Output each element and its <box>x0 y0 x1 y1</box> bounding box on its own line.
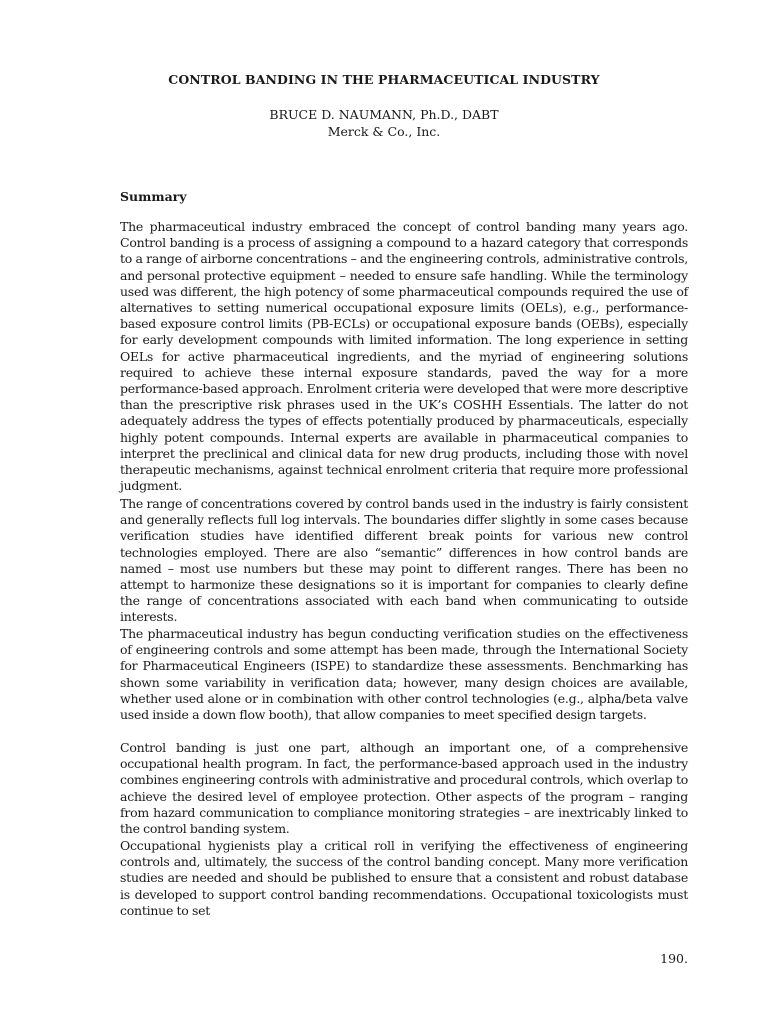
author-name: BRUCE D. NAUMANN, Ph.D., DABT <box>269 107 499 122</box>
author-affiliation: Merck & Co., Inc. <box>327 124 441 139</box>
paragraph: Occupational hygienists play a critical roll in verifying the effectiveness of engineering controls and, ultimately, the success of the control banding concept. Many more verification studies are needed and should be published to ensure that a consistent and robust database is developed to support control banding recommendations. Occupational toxicologists must continue to set <box>120 838 688 918</box>
paragraph: The pharmaceutical industry has begun conducting verification studies on the effectiveness of engineering controls and some attempt has been made, through the International Society for Pharmaceutical Engineers (ISPE) to standardize these assessments. Benchmarking has shown some variability in verification data; however, many design choices are available, whether used alone or in combination with other control technologies (e.g., alpha/beta valve used inside a down flow booth), that allow companies to meet specified design targets. <box>120 626 688 723</box>
page-number: 190. <box>660 951 688 966</box>
paragraph: Control banding is just one part, although an important one, of a comprehensive occupational health program. In fact, the performance-based approach used in the industry combines engineering controls with administrative and procedural controls, which overlap to achieve the desired level of employee protection. Other aspects of the program – ranging from hazard communication to compliance monitoring strategies – are inextricably linked to the control banding system. <box>120 740 688 837</box>
paragraph: The pharmaceutical industry embraced the concept of control banding many years ago. Control banding is a process of assigning a compound to a hazard category that corresponds to a range of airborne concentrations – and the engineering controls, administrative controls, and personal protective equipment – needed to ensure safe handling. While the terminology used was different, the high potency of some pharmaceutical compounds required the use of alternatives to setting numerical occupational exposure limits (OELs), e.g., performance-based exposure control limits (PB-ECLs) or occupational exposure bands (OEBs), especially for early development compounds with limited information. The long experience in setting OELs for active pharmaceutical ingredients, and the myriad of engineering solutions required to achieve these internal exposure standards, paved the way for a more performance-based approach. Enrolment criteria were developed that were more descriptive than the prescriptive risk phrases used in the UK’s COSHH Essentials. The latter do not adequately address the types of effects potentially produced by pharmaceuticals, especially highly potent compounds. Internal experts are available in pharmaceutical companies to interpret the preclinical and clinical data for new drug products, including those with novel therapeutic mechanisms, against technical enrolment criteria that require more professional judgment. <box>120 219 688 494</box>
paragraph: The range of concentrations covered by control bands used in the industry is fairly consistent and generally reflects full log intervals. The boundaries differ slightly in some cases because verification studies have identified different break points for various new control technologies employed. There are also “semantic” differences in how control bands are named – most use numbers but these may point to different ranges. There has been no attempt to harmonize these designations so it is important for companies to clearly define the range of concentrations associated with each band when communicating to outside interests. <box>120 496 688 625</box>
section-heading: Summary <box>120 189 187 204</box>
document-title: CONTROL BANDING IN THE PHARMACEUTICAL INDUSTRY <box>168 72 600 87</box>
